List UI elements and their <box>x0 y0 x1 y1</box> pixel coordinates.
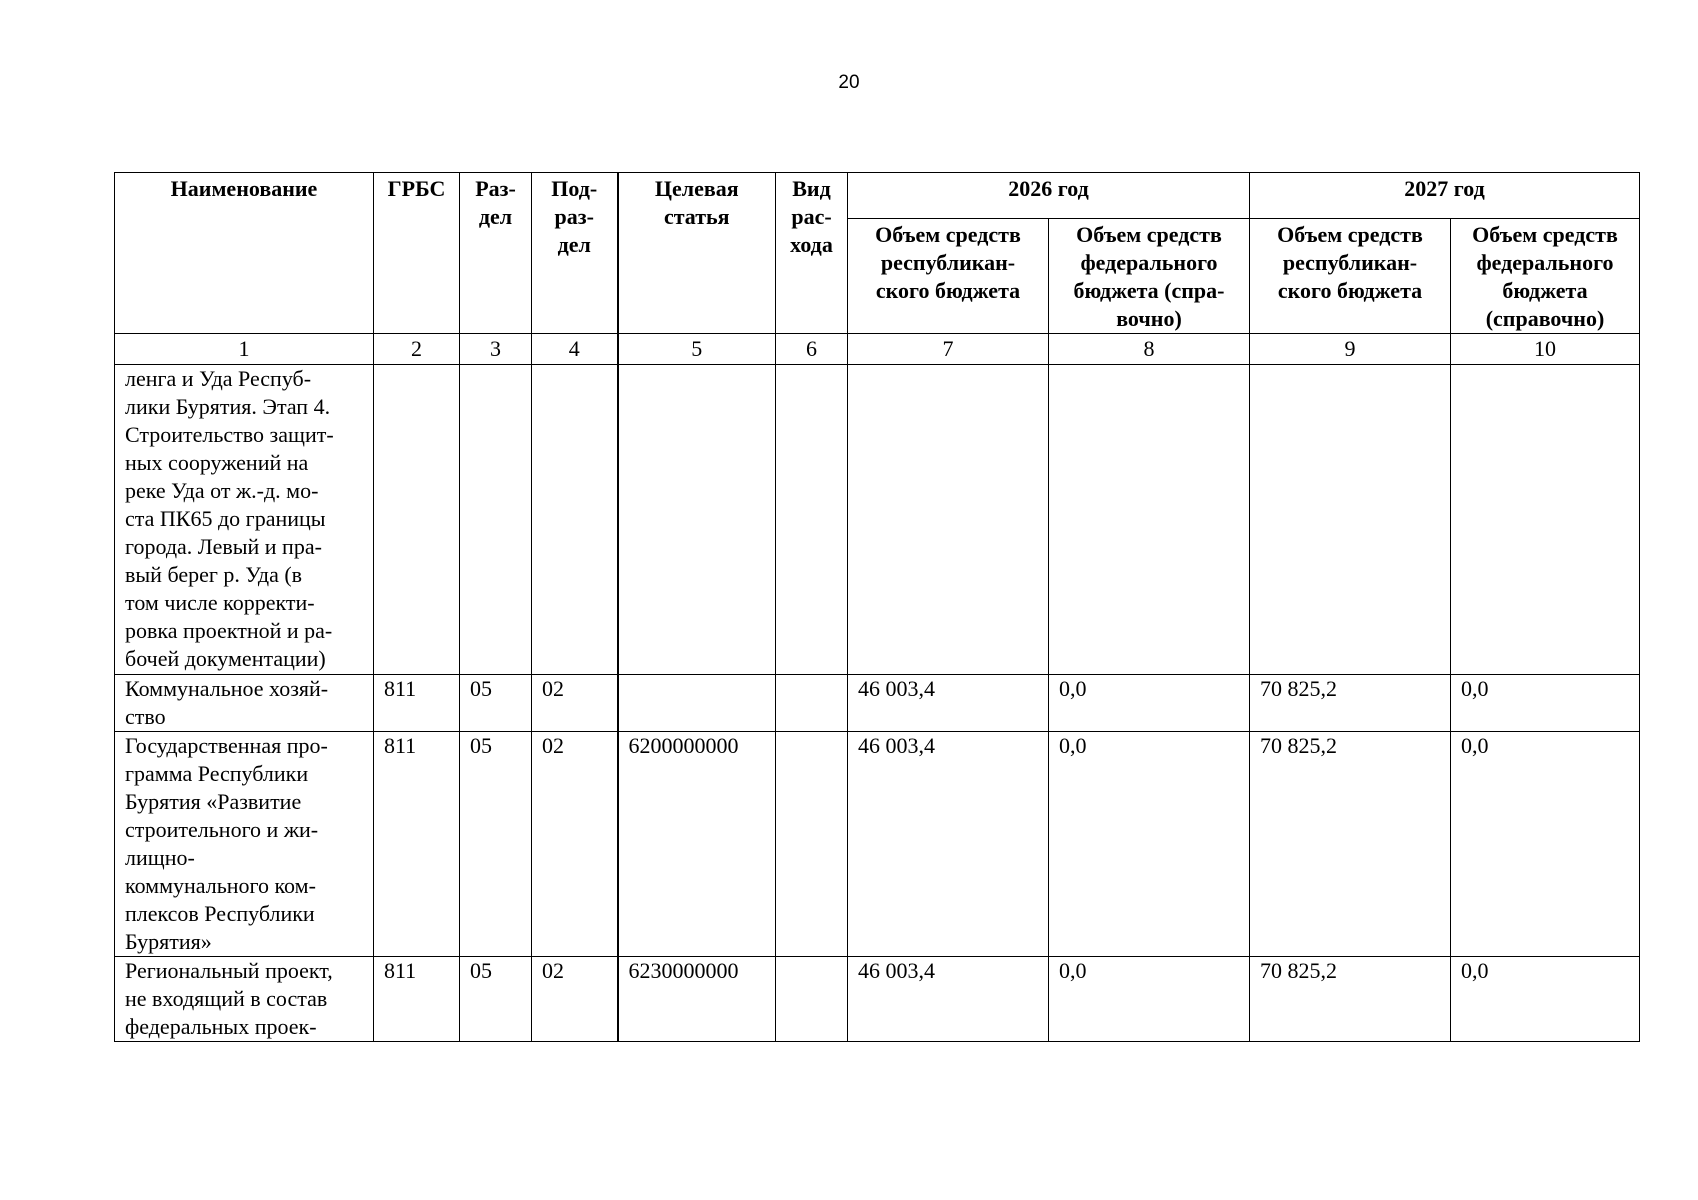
cell-rep-2026: 46 003,4 <box>848 957 1049 1042</box>
cell-celevaya-statya <box>618 675 776 732</box>
header-row <box>115 173 1640 219</box>
cell-vid-rashoda <box>776 675 848 732</box>
header-grbs: ГРБС <box>374 173 460 334</box>
cell-name: Государственная про- грамма Республики Бурятия «Развитие строительного и жи- лищно- коммунального ком- плексов Республики Бурятия» <box>115 732 374 957</box>
cell-razdel: 05 <box>460 675 532 732</box>
header-year-2026: 2026 год <box>848 173 1250 219</box>
header-rep-2027: Объем средств республикан- ского бюджета <box>1250 219 1451 334</box>
cell-razdel: 05 <box>460 732 532 957</box>
cell-fed-2026: 0,0 <box>1049 732 1250 957</box>
cell-fed-2027: 0,0 <box>1451 732 1640 957</box>
cell-rep-2026 <box>848 365 1049 675</box>
cell-rep-2027: 70 825,2 <box>1250 732 1451 957</box>
column-number: 6 <box>776 334 848 365</box>
cell-celevaya-statya: 6200000000 <box>618 732 776 957</box>
cell-razdel <box>460 365 532 675</box>
cell-rep-2027 <box>1250 365 1451 675</box>
table-row <box>115 957 1640 1042</box>
column-number: 3 <box>460 334 532 365</box>
cell-rep-2027: 70 825,2 <box>1250 675 1451 732</box>
cell-name: Региональный проект, не входящий в состав федеральных проек- <box>115 957 374 1042</box>
header-fed-2026: Объем средств федерального бюджета (спра- вочно) <box>1049 219 1250 334</box>
cell-grbs <box>374 365 460 675</box>
cell-grbs: 811 <box>374 957 460 1042</box>
cell-rep-2027: 70 825,2 <box>1250 957 1451 1042</box>
cell-rep-2026: 46 003,4 <box>848 675 1049 732</box>
cell-fed-2027: 0,0 <box>1451 675 1640 732</box>
column-number: 9 <box>1250 334 1451 365</box>
column-number: 10 <box>1451 334 1640 365</box>
cell-fed-2027 <box>1451 365 1640 675</box>
column-number: 4 <box>532 334 618 365</box>
header-name: Наименование <box>115 173 374 334</box>
table-row <box>115 732 1640 957</box>
column-number-row <box>115 334 1640 365</box>
cell-celevaya-statya: 6230000000 <box>618 957 776 1042</box>
cell-razdel: 05 <box>460 957 532 1042</box>
cell-rep-2026: 46 003,4 <box>848 732 1049 957</box>
header-year-2027: 2027 год <box>1250 173 1640 219</box>
column-number: 2 <box>374 334 460 365</box>
column-number: 5 <box>618 334 776 365</box>
budget-table <box>114 172 1640 1042</box>
cell-grbs: 811 <box>374 732 460 957</box>
header-rep-2026: Объем средств республикан- ского бюджета <box>848 219 1049 334</box>
cell-vid-rashoda <box>776 365 848 675</box>
cell-podrazdel <box>532 365 618 675</box>
cell-grbs: 811 <box>374 675 460 732</box>
column-number: 8 <box>1049 334 1250 365</box>
header-vid-rashoda: Вид рас- хода <box>776 173 848 334</box>
table-row <box>115 675 1640 732</box>
header-fed-2027: Объем средств федерального бюджета (справочно) <box>1451 219 1640 334</box>
page-number: 20 <box>838 72 860 93</box>
cell-fed-2026: 0,0 <box>1049 957 1250 1042</box>
cell-fed-2026 <box>1049 365 1250 675</box>
cell-podrazdel: 02 <box>532 732 618 957</box>
header-razdel: Раз- дел <box>460 173 532 334</box>
cell-celevaya-statya <box>618 365 776 675</box>
cell-vid-rashoda <box>776 957 848 1042</box>
cell-fed-2027: 0,0 <box>1451 957 1640 1042</box>
column-number: 1 <box>115 334 374 365</box>
cell-vid-rashoda <box>776 732 848 957</box>
table-row <box>115 365 1640 675</box>
header-podrazdel: Под- раз- дел <box>532 173 618 334</box>
cell-podrazdel: 02 <box>532 957 618 1042</box>
cell-name: ленга и Уда Респуб- лики Бурятия. Этап 4. Строительство защит- ных сооружений на реке Уда от ж.-д. мо- ста ПК65 до границы города. Левый и пра- вый берег р. Уда (в том числе корректи- ровка проектной и ра- бочей документации) <box>115 365 374 675</box>
cell-podrazdel: 02 <box>532 675 618 732</box>
column-number: 7 <box>848 334 1049 365</box>
header-celevaya-statya: Целевая статья <box>618 173 776 334</box>
cell-fed-2026: 0,0 <box>1049 675 1250 732</box>
cell-name: Коммунальное хозяй- ство <box>115 675 374 732</box>
